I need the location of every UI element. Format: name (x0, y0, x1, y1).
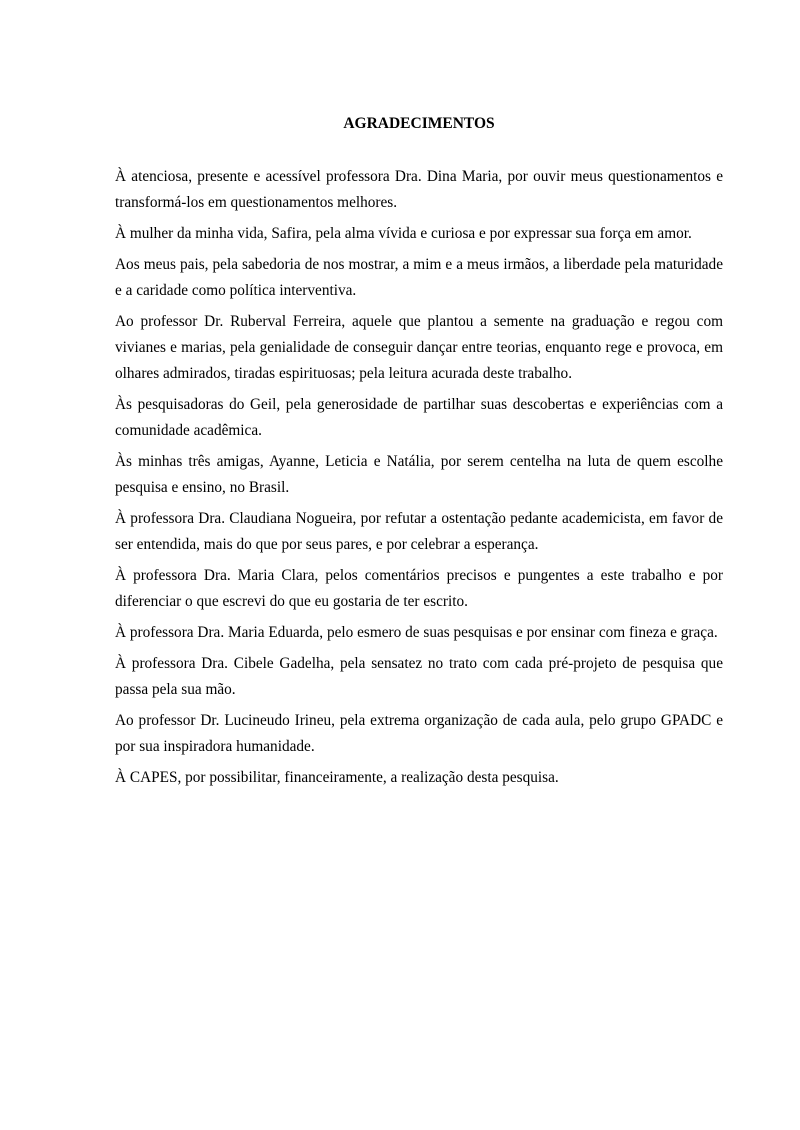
acknowledgement-paragraph: À mulher da minha vida, Safira, pela alma vívida e curiosa e por expressar sua força em amor. (115, 225, 692, 242)
acknowledgement-paragraph: À professora Dra. Cibele Gadelha, pela sensatez no trato com cada pré-projeto de pesquisa que passa pela sua mão. (115, 655, 723, 698)
acknowledgement-paragraph: À atenciosa, presente e acessível professora Dra. Dina Maria, por ouvir meus questionamentos e transformá-los em questionamentos melhores. (115, 168, 723, 211)
acknowledgement-paragraph: Aos meus pais, pela sabedoria de nos mostrar, a mim e a meus irmãos, a liberdade pela maturidade e a caridade como política interventiva. (115, 256, 723, 299)
acknowledgement-paragraph: À professora Dra. Maria Eduarda, pelo esmero de suas pesquisas e por ensinar com fineza e graça. (115, 624, 718, 641)
acknowledgement-paragraph: Ao professor Dr. Ruberval Ferreira, aquele que plantou a semente na graduação e regou com vivianes e marias, pela genialidade de conseguir dançar entre teorias, enquanto rege e provoca, em olhares admirados, tiradas espirituosas; pela leitura acurada deste trabalho. (115, 313, 723, 382)
acknowledgements-section (115, 114, 723, 796)
acknowledgement-paragraph: À professora Dra. Claudiana Nogueira, por refutar a ostentação pedante academicista, em favor de ser entendida, mais do que por seus pares, e por celebrar a esperança. (115, 510, 723, 553)
acknowledgement-paragraph: À professora Dra. Maria Clara, pelos comentários precisos e pungentes a este trabalho e por diferenciar o que escrevi do que eu gostaria de ter escrito. (115, 567, 723, 610)
acknowledgement-paragraph: À CAPES, por possibilitar, financeiramente, a realização desta pesquisa. (115, 769, 559, 786)
acknowledgement-paragraph: Ao professor Dr. Lucineudo Irineu, pela extrema organização de cada aula, pelo grupo GPADC e por sua inspiradora humanidade. (115, 712, 723, 755)
acknowledgement-paragraph: Às minhas três amigas, Ayanne, Leticia e Natália, por serem centelha na luta de quem escolhe pesquisa e ensino, no Brasil. (115, 453, 723, 496)
page-title: AGRADECIMENTOS (343, 115, 495, 132)
acknowledgement-paragraph: Às pesquisadoras do Geil, pela generosidade de partilhar suas descobertas e experiências com a comunidade acadêmica. (115, 396, 723, 439)
